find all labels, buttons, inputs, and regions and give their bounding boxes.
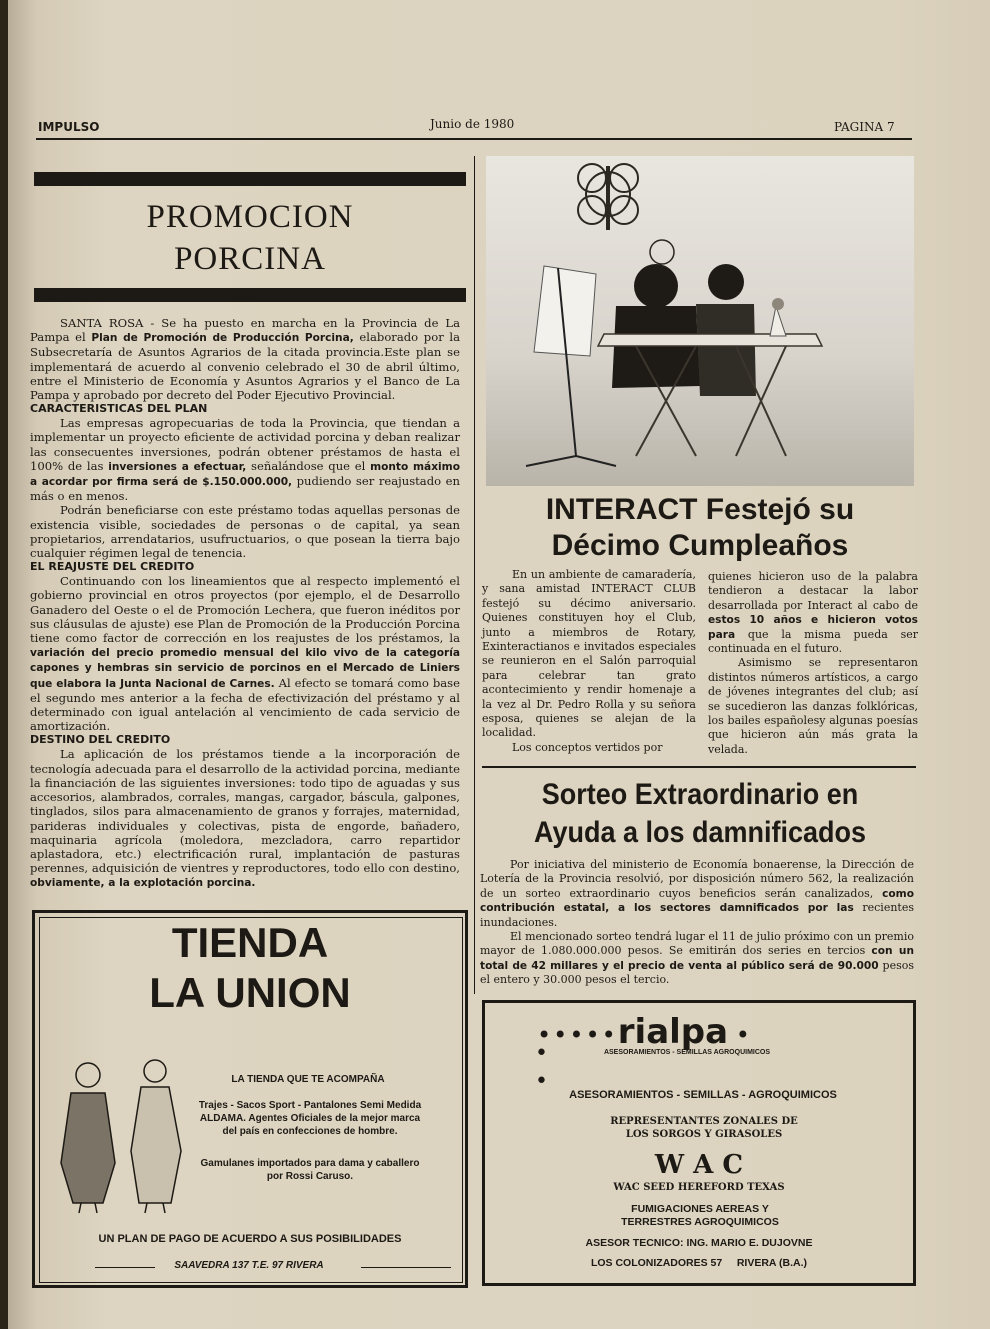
rialpa-logo: •••••rialpa • xyxy=(537,1012,750,1052)
interact-headline-line2: Décimo Cumpleaños xyxy=(551,529,849,562)
store-products: Trajes - Sacos Sport - Pantalones Semi Medida ALDAMA. Agentes Oficiales de la mejor marca del país en confecciones de hombre. xyxy=(198,1100,422,1137)
title-bar-bottom xyxy=(34,288,466,302)
rialpa-services: ASESORAMIENTOS - SEMILLAS - AGROQUIMICOS xyxy=(569,1089,837,1101)
subheading-caracteristicas: CARACTERISTICAS DEL PLAN xyxy=(30,402,208,416)
subheading-destino: DESTINO DEL CREDITO xyxy=(30,733,171,747)
address-rule-right xyxy=(361,1267,451,1268)
title-bar-top xyxy=(34,172,466,186)
interact-headline-line1: INTERACT Festejó su xyxy=(545,493,855,526)
logo-subtitle: ASESORAMIENTOS - SEMILLAS AGROQUIMICOS xyxy=(603,1049,771,1056)
store-address: SAAVEDRA 137 T.E. 97 RIVERA xyxy=(174,1260,324,1271)
store-gamulanes: Gamulanes importados para dama y caballero por Rossi Caruso. xyxy=(200,1158,420,1182)
rialpa-ad xyxy=(482,1000,916,1286)
wac-logo: W A C xyxy=(654,1150,744,1180)
interact-column-2: quienes hicieron uso de la palabra tendieron a destacar la labor desarrollada por Interact al cabo de estos 10 años e hicieron votos para que la misma pueda ser continuada en el futuro. Asimismo se representaron distintos números artísticos, a cargo de jóvenes integrantes del club; así se sucedieron las danzas folklóricas, los bailes españolesy algunas poesías que hicieron aún más grata la velada. xyxy=(708,570,918,756)
issue-date: Junio de 1980 xyxy=(430,117,515,131)
tienda-la-union-ad xyxy=(32,910,468,1288)
sorteo-headline-line2: Ayuda a los damnificados xyxy=(533,816,867,849)
store-name-line1: TIENDA xyxy=(171,919,329,966)
logo-dot-1: • xyxy=(535,1041,548,1066)
logo-dot-2: • xyxy=(535,1069,548,1094)
article-title-line1: PROMOCION xyxy=(146,199,354,235)
sorteo-headline-line1: Sorteo Extraordinario en xyxy=(541,778,859,811)
payment-plan: UN PLAN DE PAGO DE ACUERDO A SUS POSIBILIDADES xyxy=(98,1233,402,1245)
newspaper-page xyxy=(8,0,990,1329)
rialpa-fumigaciones: FUMIGACIONES AEREAS Y TERRESTRES AGROQUIMICOS xyxy=(621,1203,779,1228)
column-divider xyxy=(474,156,475,994)
publication-name: IMPULSO xyxy=(38,120,100,134)
sorteo-article-body: Por iniciativa del ministerio de Economía bonaerense, la Dirección de Lotería de la Provincia resolvió, por disposición número 562, la realización de un sorteo extraordinario cuyos beneficios serán canalizados, como contribución estatal, a los sectores damnificados por las recientes inundaciones. El mencionado sorteo tendrá lugar el 11 de julio próximo con un premio mayor de 1.080.000.000 pesos. Se emitirán dos series en tercios con un total de 42 millares y el precio de venta al público será de 90.000 pesos el entero y 30.000 pesos el tercio. xyxy=(480,858,915,987)
section-rule xyxy=(482,766,916,768)
store-name-line2: LA UNION xyxy=(149,969,351,1016)
fashion-illustration xyxy=(43,1053,195,1215)
article-title-line2: PORCINA xyxy=(174,241,326,277)
store-tagline: LA TIENDA QUE TE ACOMPAÑA xyxy=(231,1074,385,1085)
wac-subtitle: WAC SEED HEREFORD TEXAS xyxy=(613,1182,785,1193)
interact-column-1: En un ambiente de camaradería, y sana amistad INTERACT CLUB festejó su décimo aniversario. Quienes constituyen hoy el Club, junto a miembros de Rotary, Exinteractianos e invitados especiales se reunieron en el Salón parroquial para celebrar tan grato acontecimiento y rendir homenaje a la vez al Dr. Pedro Rolla y su señora esposa, quienes se alejan de la localidad. Los conceptos vertidos por xyxy=(482,568,696,754)
header-rule xyxy=(36,138,912,140)
promocion-article-body: SANTA ROSA - Se ha puesto en marcha en la Provincia de La Pampa el Plan de Promoción de Producción Porcina, elaborado por la Subsecretaría de Asuntos Agrarios de la citada provincia.Este plan se implementará de acuerdo al convenio celebrado el 30 de abril último, entre el Ministerio de Economía y Asuntos Agrarios y el Banco de La Pampa y aprobado por decreto del Poder Ejecutivo Provincial. CARACTERISTICAS DEL PLAN Las empresas agropecuarias de toda la Provincia, que tiendan a implementar un proyecto eficiente de actividad porcina y deban realizar las consecuentes inversiones, podrán obtener préstamos de hasta el 100% de las inversiones a efectuar, señalándose que el monto máximo a acordar por firma será de $.150.000.000, pudiendo ser reajustado en más o en menos. Podrán beneficiarse con este préstamo todas aquellas personas de existencia visible, sociedades de personas o de capital, ya sean propietarios, arrendatarios, usufructuarios, o que posean la tierra bajo cualquier régimen legal de tenencia. EL REAJUSTE DEL CREDITO Continuando con los lineamientos que al respecto implementó el gobierno provincial en otros proyectos (por ejemplo, el de Desarrollo Ganadero del Oeste o el de Promoción Lechera, que fueron inéditos por sus cláusulas de ajuste) ese Plan de Promoción de la Producción Porcina tiene como factor de corrección en los reajustes de los préstamos, la variación del precio promedio mensual del kilo vivo de la categoría capones y hembras sin servicio de porcinos en el Mercado de Liniers que elabora la Junta Nacional de Carnes. Al efecto se tomará como base el segundo mes anterior a la fecha de efectivización del préstamo y al determinado con igual antelación al vencimiento de cada servicio de amortización. DESTINO DEL CREDITO La aplicación de los préstamos tiende a la incorporación de tecnología adecuada para el desarrollo de la actividad porcina, mediante la financiación de las siguientes inversiones: todo tipo de aguadas y sus accesorios, alambrados, corrales, mangas, cargador, báscula, galpones, tinglados, silos para almacenamiento de granos y forrajes, maternidad, parideras individuales y colectivas, pista de engorde, bañadero, maquinaria agrícola (moledora, mezcladora, carro repartidor aplastadora, etc.) electrificación rural, implantación de pasturas perennes, adquisición de vientres y reproductores, todo ello con destino, obviamente, a la explotación porcina. xyxy=(30,316,460,890)
rialpa-address: LOS COLONIZADORES 57 RIVERA (B.A.) xyxy=(590,1257,808,1269)
page-number: PAGINA 7 xyxy=(834,120,895,134)
subheading-reajuste: EL REAJUSTE DEL CREDITO xyxy=(30,560,195,574)
rialpa-asesor: ASESOR TECNICO: ING. MARIO E. DUJOVNE xyxy=(585,1237,813,1249)
logo-dots: ••••• xyxy=(537,1021,618,1049)
rialpa-representantes: REPRESENTANTES ZONALES DE LOS SORGOS Y GIRASOLES xyxy=(610,1116,798,1140)
interact-photo-scene xyxy=(486,156,914,486)
interact-photo xyxy=(486,156,914,486)
